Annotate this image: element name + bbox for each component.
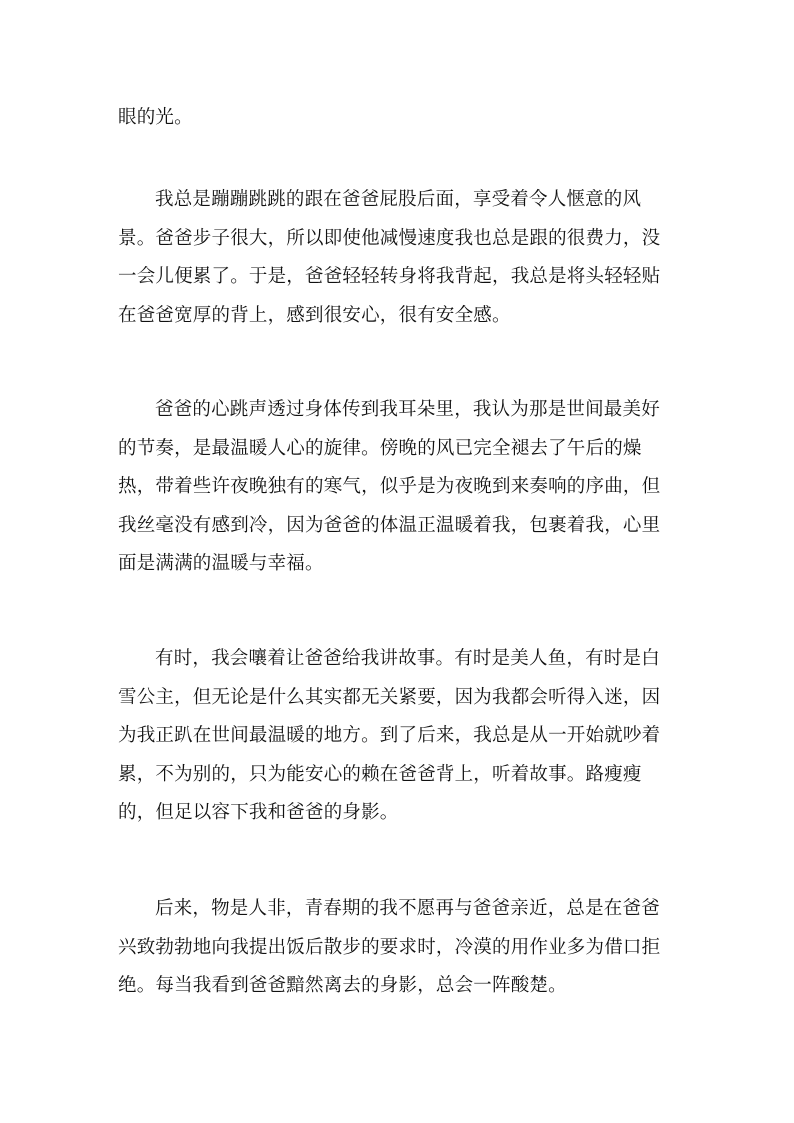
paragraph-2: 我总是蹦蹦跳跳的跟在爸爸屁股后面，享受着令人惬意的风景。爸爸步子很大，所以即使他减慢速度我也总是跟的很费力，没一会儿便累了。于是，爸爸轻轻转身将我背起，我总是将头轻轻贴在爸爸宽厚的背上，感到很安心，很有安全感。 (118, 189, 661, 326)
paragraph-3: 爸爸的心跳声透过身体传到我耳朵里，我认为那是世间最美好的节奏，是最温暖人心的旋律。傍晚的风已完全褪去了午后的燥热，带着些许夜晚独有的寒气，似乎是为夜晚到来奏响的序曲，但我丝毫没有感到冷，因为爸爸的体温正温暖着我，包裹着我，心里面是满满的温暖与幸福。 (118, 399, 661, 574)
paragraph-5: 后来，物是人非，青春期的我不愿再与爸爸亲近，总是在爸爸兴致勃勃地向我提出饭后散步的要求时，冷漠的用作业多为借口拒绝。每当我看到爸爸黯然离去的身影，总会一阵酸楚。 (118, 898, 661, 996)
paragraph-4: 有时，我会嚷着让爸爸给我讲故事。有时是美人鱼，有时是白雪公主，但无论是什么其实都无关紧要，因为我都会听得入迷，因为我正趴在世间最温暖的地方。到了后来，我总是从一开始就吵着累，不为别的，只为能安心的赖在爸爸背上，听着故事。路瘦瘦的，但足以容下我和爸爸的身影。 (118, 648, 661, 823)
paragraph-1: 眼的光。 (118, 107, 193, 128)
